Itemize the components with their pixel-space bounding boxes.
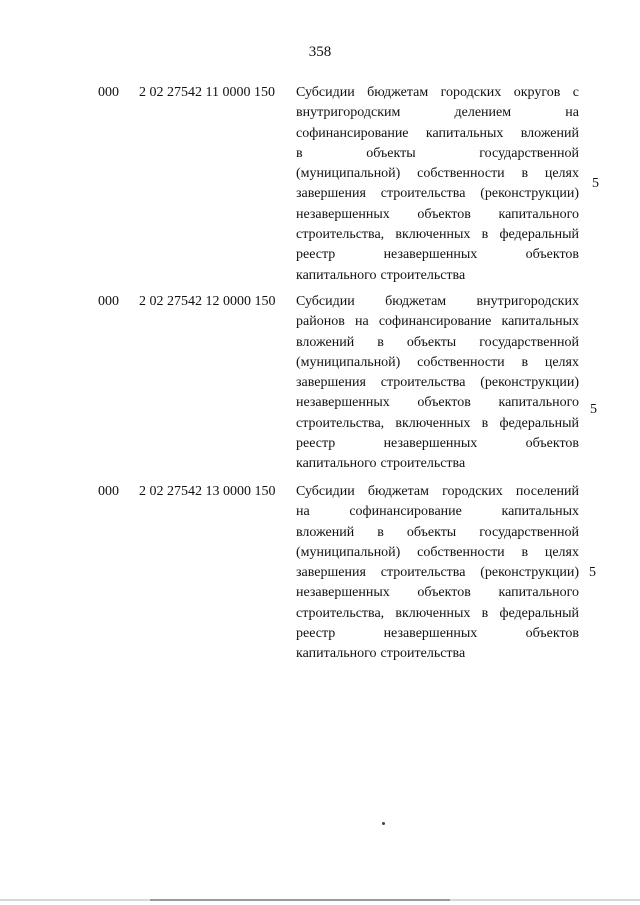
budget-classification-code: 2 02 27542 12 0000 150 [139, 294, 276, 309]
description-word: в [377, 524, 384, 540]
description-line [296, 83, 579, 103]
description-word: государственной [479, 145, 579, 161]
description-word: государственной [479, 334, 579, 350]
description-word: округов [513, 85, 561, 100]
description-word: реестр [296, 436, 336, 452]
description-word: целях [544, 544, 579, 560]
description-word: капитальных [425, 125, 504, 141]
description-line [296, 563, 579, 583]
description-word: объектов [525, 626, 579, 642]
description-word: бюджетам [385, 294, 447, 309]
entry-value: 5 [590, 402, 597, 417]
description-word: объектов [417, 206, 471, 222]
description-line [296, 225, 579, 245]
description-word: софинансирование [296, 125, 409, 141]
description-line [296, 373, 579, 393]
description-word: незавершенных [296, 395, 390, 411]
description-word: объектов [417, 585, 471, 601]
description-word: объекты [366, 145, 416, 161]
description-line [296, 292, 579, 312]
description-word: на [354, 314, 369, 330]
description-word: федеральный [499, 227, 579, 243]
description-word: Субсидии [296, 85, 355, 100]
description-word: завершения [296, 186, 366, 202]
description-word: бюджетам [367, 85, 429, 100]
description-word: вложений [296, 334, 355, 350]
description-line [296, 393, 579, 413]
description-word: вложений [520, 125, 579, 141]
description-word: капитального [296, 646, 377, 662]
admin-code: 000 [98, 294, 119, 309]
description-word: объектов [525, 247, 579, 263]
description-line [296, 124, 579, 144]
description-word: реестр [296, 247, 336, 263]
entry-value: 5 [592, 176, 599, 191]
description-word: (реконструкции) [480, 186, 579, 202]
description-word: строительства [380, 565, 466, 581]
description-word: собственности [417, 354, 505, 370]
description-word: бюджетам [367, 484, 429, 499]
description-word: в [481, 227, 489, 243]
description-word: собственности [417, 544, 505, 560]
description-word: строительства [380, 646, 466, 662]
description-line [296, 502, 579, 522]
description-line [296, 164, 579, 184]
description-word: на [565, 105, 579, 121]
description-word: делением [454, 105, 512, 121]
description-word: объекты [406, 334, 457, 350]
description-word: объектов [525, 436, 579, 452]
description-word: капитальных [501, 504, 579, 520]
description-word: строительства, [296, 415, 385, 431]
description-word: целях [544, 166, 579, 182]
description-line [296, 644, 579, 664]
scan-bottom-edge-dark [150, 899, 450, 901]
description-word: незавершенных [383, 247, 478, 263]
description-word: софинансирование [378, 314, 492, 330]
admin-code: 000 [98, 484, 119, 499]
description-word: в [481, 415, 489, 431]
description-line [296, 523, 579, 543]
description-line [296, 103, 579, 123]
description-line [296, 454, 579, 474]
description-word: вложений [296, 524, 355, 540]
description-word: строительства [380, 267, 466, 283]
entry-description [296, 482, 579, 665]
description-word: строительства [380, 375, 466, 391]
description-word: в [521, 354, 529, 370]
description-word: (реконструкции) [480, 375, 579, 391]
description-word: городских [442, 484, 503, 499]
description-word: незавершенных [296, 206, 390, 222]
description-word: внутригородских [476, 294, 579, 309]
description-word: внутригородским [296, 105, 401, 121]
description-word: капитального [498, 395, 579, 411]
description-word: завершения [296, 375, 366, 391]
description-line [296, 434, 579, 454]
description-word: в [296, 145, 303, 161]
description-line [296, 184, 579, 204]
description-line [296, 245, 579, 265]
description-line [296, 414, 579, 434]
entry-description [296, 292, 579, 475]
description-word: включенных [395, 415, 471, 431]
description-word: капитального [498, 206, 579, 222]
description-word: незавершенных [383, 626, 478, 642]
description-word: поселений [515, 484, 579, 499]
description-word: в [521, 166, 529, 182]
description-word: капитального [498, 585, 579, 601]
description-line [296, 205, 579, 225]
description-word: строительства [380, 456, 466, 472]
description-line [296, 583, 579, 603]
description-line [296, 624, 579, 644]
description-line [296, 312, 579, 332]
budget-classification-code: 2 02 27542 13 0000 150 [139, 484, 276, 499]
budget-classification-code: 2 02 27542 11 0000 150 [139, 85, 275, 100]
description-line [296, 604, 579, 624]
description-word: строительства, [296, 227, 385, 243]
admin-code: 000 [98, 85, 119, 100]
description-word: (муниципальной) [296, 544, 401, 560]
description-word: незавершенных [296, 585, 390, 601]
description-word: с [572, 85, 579, 100]
description-line [296, 266, 579, 286]
description-word: капитального [296, 456, 377, 472]
description-word: федеральный [499, 605, 579, 621]
description-word: Субсидии [296, 294, 355, 309]
description-word: включенных [395, 227, 471, 243]
description-word: завершения [296, 565, 366, 581]
description-word: (муниципальной) [296, 354, 401, 370]
description-word: в [481, 605, 489, 621]
entry-description [296, 83, 579, 286]
description-word: Субсидии [296, 484, 355, 499]
description-word: капитальных [501, 314, 579, 330]
description-word: собственности [417, 166, 505, 182]
description-word: районов [296, 314, 345, 330]
description-word: (муниципальной) [296, 166, 401, 182]
description-word: (реконструкции) [480, 565, 579, 581]
description-line [296, 333, 579, 353]
description-word: в [521, 544, 529, 560]
description-word: капитального [296, 267, 377, 283]
page-number: 358 [308, 44, 332, 60]
description-word: строительства, [296, 605, 385, 621]
description-word: софинансирование [349, 504, 462, 520]
description-line [296, 144, 579, 164]
description-word: объекты [406, 524, 457, 540]
description-word: городских [440, 85, 502, 100]
scan-dot [382, 822, 385, 825]
description-word: государственной [479, 524, 579, 540]
description-word: незавершенных [383, 436, 478, 452]
description-line [296, 482, 579, 502]
description-word: реестр [296, 626, 336, 642]
description-word: строительства [380, 186, 466, 202]
description-word: в [377, 334, 384, 350]
description-word: целях [544, 354, 579, 370]
description-line [296, 353, 579, 373]
entry-value: 5 [589, 565, 596, 580]
description-word: федеральный [499, 415, 579, 431]
description-word: на [296, 504, 310, 520]
description-line [296, 543, 579, 563]
description-word: включенных [395, 605, 471, 621]
description-word: объектов [417, 395, 471, 411]
